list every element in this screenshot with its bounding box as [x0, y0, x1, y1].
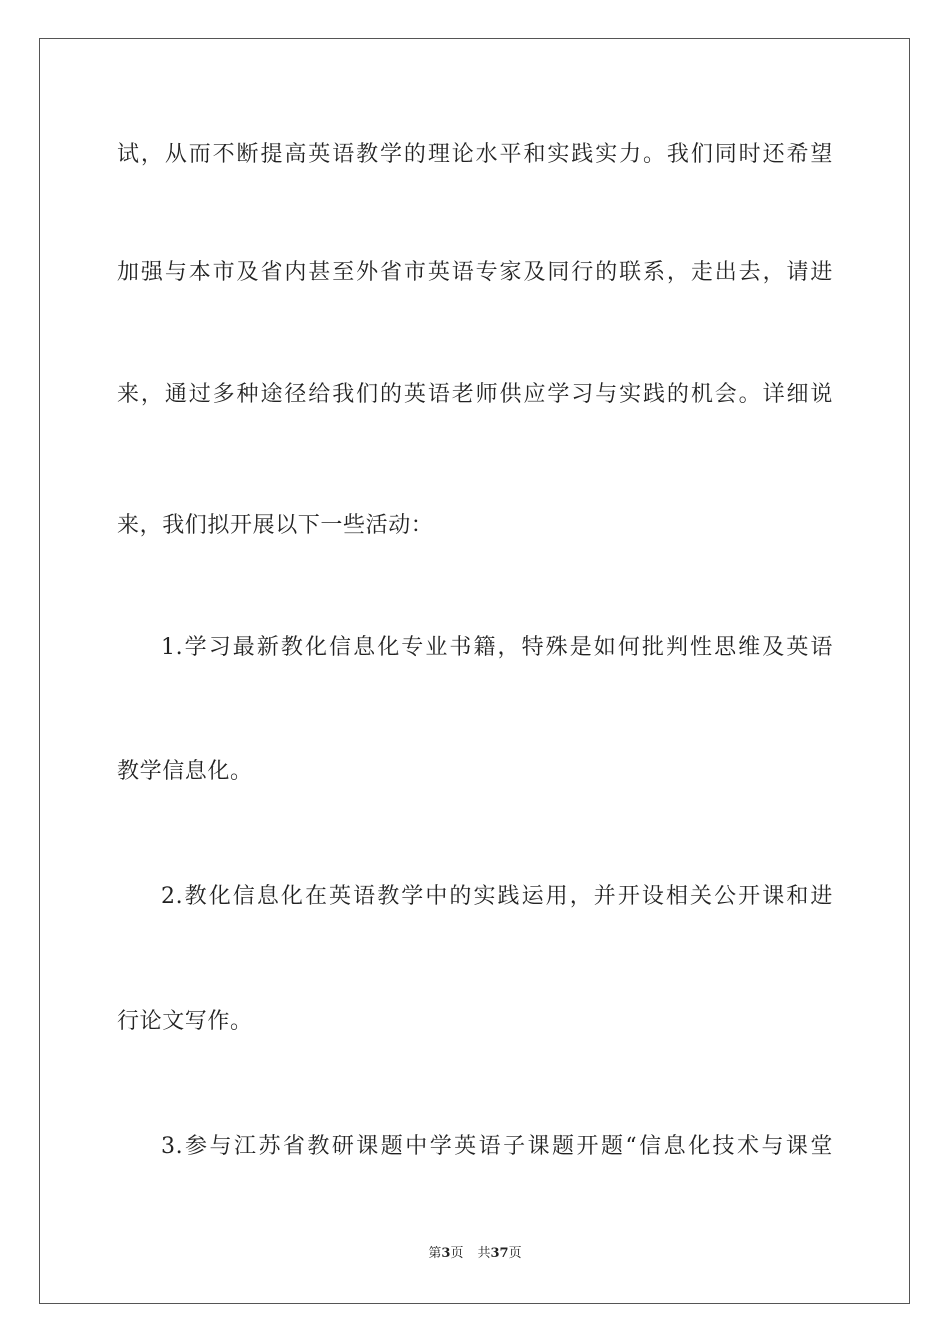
text-line-2: 加强与本市及省内甚至外省市英语专家及同行的联系，走出去，请进 [117, 260, 833, 285]
list-item-2-line-1: 2.教化信息化在英语教学中的实践运用，并开设相关公开课和进 [161, 884, 833, 909]
text-line-3: 来，通过多种途径给我们的英语老师供应学习与实践的机会。详细说 [117, 382, 833, 407]
page-border [39, 38, 910, 1304]
list-item-3-line-1: 3.参与江苏省教研课题中学英语子课题开题“信息化技术与课堂 [161, 1134, 833, 1159]
page-footer [0, 1244, 950, 1264]
text-line-1: 试，从而不断提高英语教学的理论水平和实践实力。我们同时还希望 [117, 142, 833, 167]
list-item-1-line-2: 教学信息化。 [117, 759, 253, 784]
total-suffix: 页 [508, 1246, 522, 1261]
page-suffix: 页 [450, 1246, 464, 1261]
page-prefix: 第 [428, 1246, 442, 1261]
total-pages: 37 [490, 1246, 509, 1261]
text-line-4: 来，我们拟开展以下一些活动： [117, 513, 434, 538]
page-number: 3 [441, 1246, 451, 1261]
list-item-2-line-2: 行论文写作。 [117, 1009, 253, 1034]
list-item-1-line-1: 1.学习最新教化信息化专业书籍，特殊是如何批判性思维及英语 [161, 635, 833, 660]
total-prefix: 共 [477, 1246, 491, 1261]
